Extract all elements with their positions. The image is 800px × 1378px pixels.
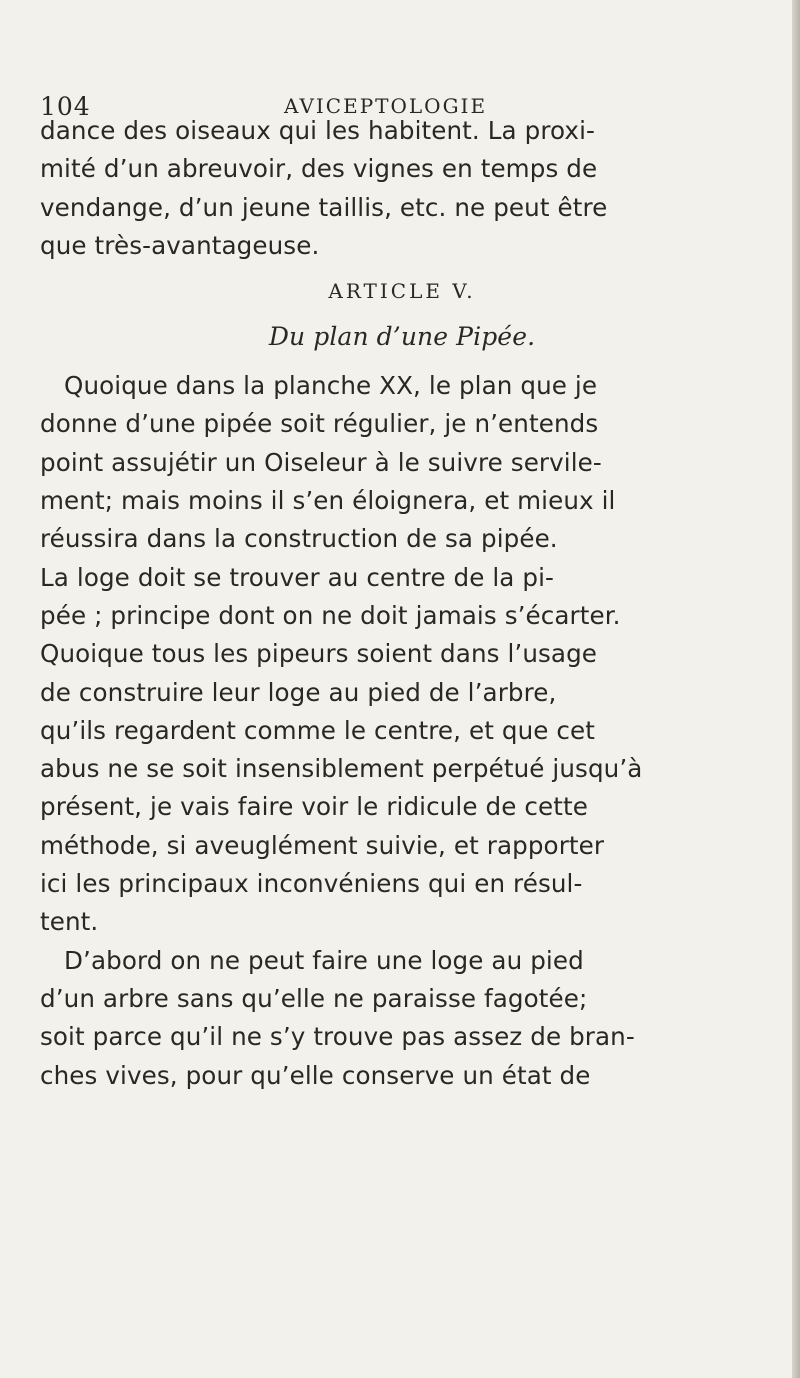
text-line: donne d’une pipée soit régulier, je n’entends — [40, 409, 599, 439]
text-line: mité d’un abreuvoir, des vignes en temps de — [40, 154, 598, 184]
text-line: soit parce qu’il ne s’y trouve pas assez de bran- — [40, 1022, 635, 1052]
text-line: présent, je vais faire voir le ridicule de cette — [40, 792, 588, 822]
text-line: Quoique tous les pipeurs soient dans l’usage — [40, 639, 598, 669]
page-number: 104 — [40, 92, 91, 121]
text-line: qu’ils regardent comme le centre, et que cet — [40, 715, 596, 745]
article-heading: ARTICLE V. — [328, 279, 476, 304]
text-line: point assujétir un Oiseleur à le suivre servile- — [40, 447, 602, 477]
text-line: D’abord on ne peut faire une loge au pied — [64, 945, 584, 975]
text-line: La loge doit se trouver au centre de la pi- — [40, 562, 554, 592]
text-line: méthode, si aveuglément suivie, et rapporter — [40, 830, 605, 860]
text-block — [40, 112, 740, 1095]
text-line: ment; mais moins il s’en éloignera, et mieux il — [40, 486, 616, 516]
text-line: ches vives, pour qu’elle conserve un état de — [40, 1060, 591, 1090]
page-edge — [792, 0, 800, 1378]
text-line: d’un arbre sans qu’elle ne paraisse fagotée; — [40, 983, 588, 1013]
text-line: de construire leur loge au pied de l’arbre, — [40, 677, 557, 707]
text-line: que très-avantageuse. — [40, 230, 320, 260]
text-line: abus ne se soit insensiblement perpétué jusqu’à — [40, 754, 643, 784]
text-line: ici les principaux inconvéniens qui en résul- — [40, 869, 583, 899]
text-line: Quoique dans la planche XX, le plan que je — [64, 371, 598, 401]
text-line: pée ; principe dont on ne doit jamais s’écarter. — [40, 600, 621, 630]
text-line: vendange, d’un jeune taillis, etc. ne peut être — [40, 192, 608, 222]
text-line: dance des oiseaux qui les habitent. La proxi- — [40, 116, 595, 145]
text-line: tent. — [40, 907, 99, 937]
running-title: AVICEPTOLOGIE — [284, 94, 488, 118]
text-line: réussira dans la construction de sa pipée. — [40, 524, 558, 554]
section-title: Du plan d’une Pipée. — [268, 322, 536, 352]
